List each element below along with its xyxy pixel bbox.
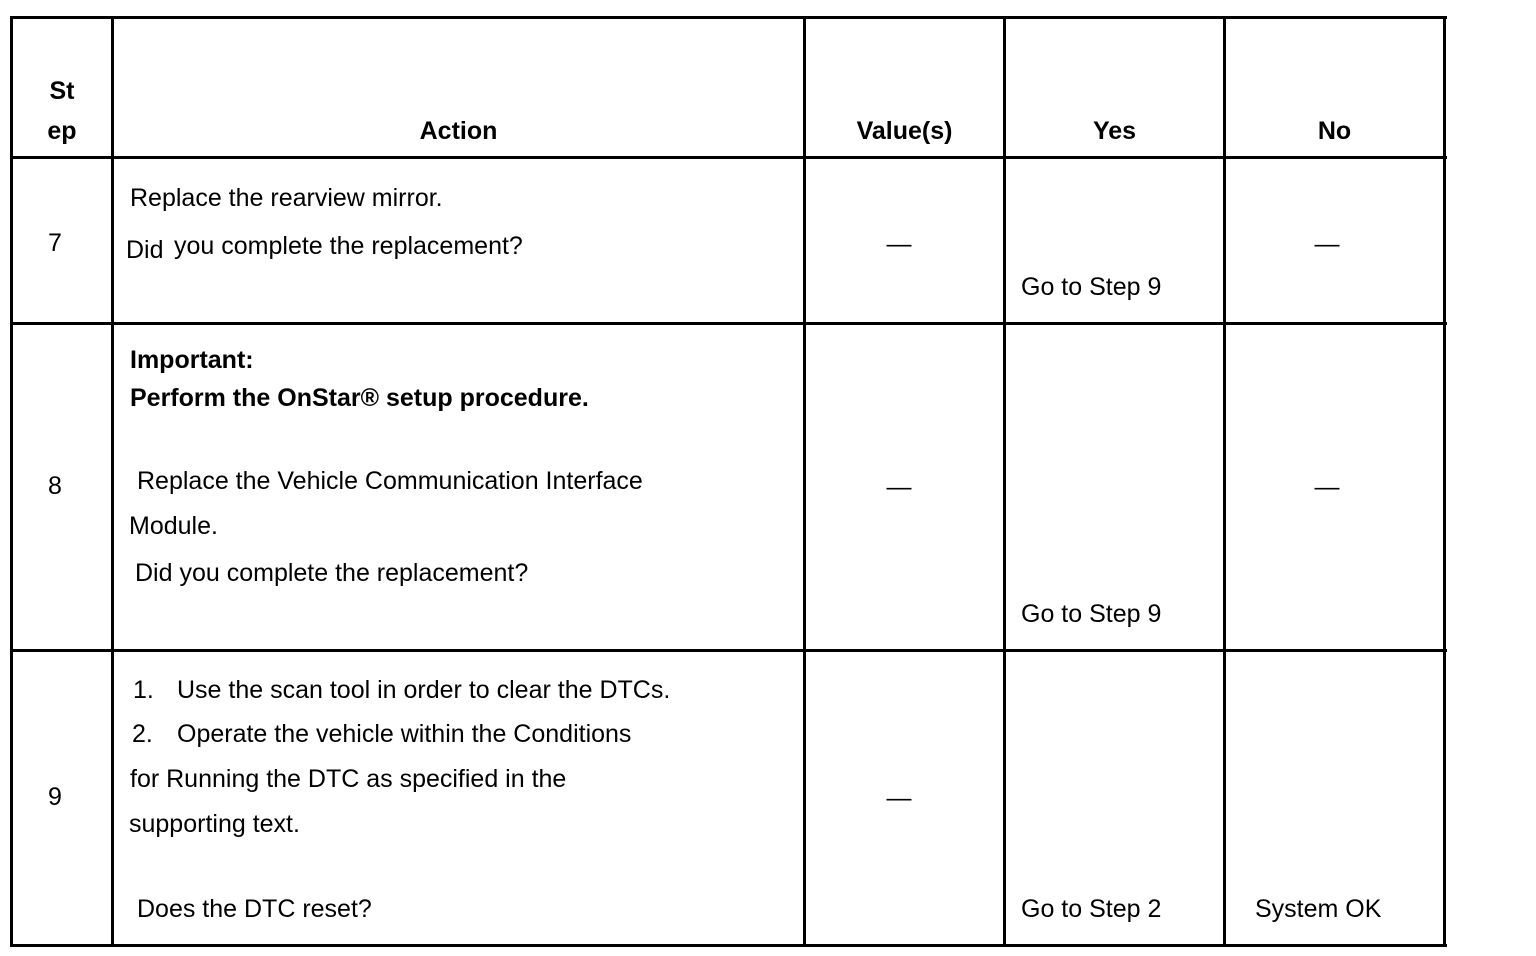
action-text: you complete the replacement?	[174, 232, 523, 260]
step-number: 7	[48, 229, 62, 257]
step-number: 9	[48, 783, 62, 811]
values-cell: —	[886, 230, 912, 258]
row-divider	[10, 649, 1447, 652]
list-item-number: 2.	[132, 720, 153, 748]
important-text: Perform the OnStar® setup procedure.	[130, 384, 589, 412]
no-cell: —	[1314, 473, 1340, 501]
action-text: for Running the DTC as specified in the	[130, 765, 567, 793]
header-step-line2: ep	[47, 117, 77, 145]
action-text: Module.	[129, 512, 218, 540]
header-yes: Yes	[1092, 117, 1137, 145]
header-no: No	[1317, 117, 1352, 145]
values-cell: —	[886, 784, 912, 812]
row-divider	[10, 944, 1447, 947]
important-label: Important:	[130, 346, 254, 374]
yes-cell: Go to Step 9	[1021, 600, 1162, 628]
action-text: Does the DTC reset?	[137, 895, 372, 923]
values-cell: —	[886, 473, 912, 501]
action-text: supporting text.	[129, 810, 300, 838]
no-cell: —	[1314, 230, 1340, 258]
step-number: 8	[48, 472, 62, 500]
row-divider	[10, 322, 1447, 325]
no-cell: System OK	[1255, 895, 1382, 923]
list-item-text: Operate the vehicle within the Conditions	[177, 720, 632, 748]
header-values: Value(s)	[856, 117, 953, 145]
yes-cell: Go to Step 9	[1021, 273, 1162, 301]
list-item-number: 1.	[133, 676, 154, 704]
action-text: Did	[126, 236, 164, 264]
list-item-text: Use the scan tool in order to clear the DTCs.	[177, 676, 671, 704]
header-step-line1: St	[49, 77, 75, 105]
row-divider	[10, 156, 1447, 159]
action-text: Replace the rearview mirror.	[130, 184, 443, 212]
action-text: Replace the Vehicle Communication Interface	[137, 467, 643, 495]
header-action: Action	[419, 117, 498, 145]
yes-cell: Go to Step 2	[1021, 895, 1162, 923]
action-text: Did you complete the replacement?	[135, 559, 529, 587]
